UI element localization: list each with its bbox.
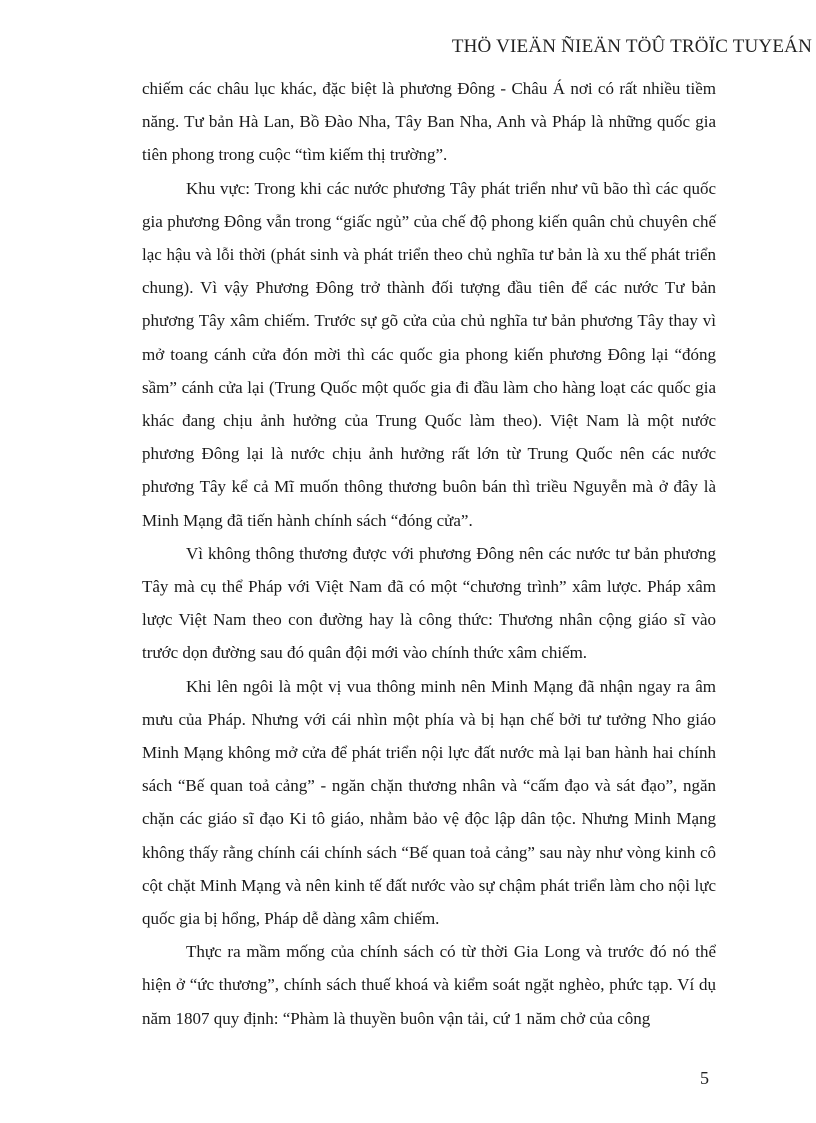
page-header: THÖ VIEÄN ÑIEÄN TÖÛ TRÖÏC TUYEÁN	[451, 36, 812, 57]
paragraph-4: Khi lên ngôi là một vị vua thông minh nên Minh Mạng đã nhận ngay ra âm mưu của Pháp. Nhưng với cái nhìn một phía và bị hạn chế bởi tư tưởng Nho giáo Minh Mạng không mở cửa để phát triển nội lực đất nước mà lại ban hành hai chính sách “Bế quan toả cảng” - ngăn chặn thương nhân và “cấm đạo và sát đạo”, ngăn chặn các giáo sĩ đạo Ki tô giáo, nhằm bảo vệ độc lập dân tộc. Nhưng Minh Mạng không thấy rằng chính cái chính sách “Bế quan toả cảng” sau này như vòng kinh cô cột chặt Minh Mạng và nên kinh tế đất nước vào sự chậm phát triển làm cho nội lực quốc gia bị hổng, Pháp dễ dàng xâm chiếm.	[142, 676, 716, 929]
paragraph-5: Thực ra mầm mống của chính sách có từ thời Gia Long và trước đó nó thể hiện ở “ức thương”, chính sách thuế khoá và kiểm soát ngặt nghèo, phức tạp. Ví dụ năm 1807 quy định: “Phàm là thuyền buôn vận tải, cứ 1 năm chở của công	[142, 942, 716, 1028]
page-number: 5	[700, 1068, 709, 1088]
paragraph-3: Vì không thông thương được với phương Đông nên các nước tư bản phương Tây mà cụ thể Pháp với Việt Nam đã có một “chương trình” xâm lược. Pháp xâm lược Việt Nam theo con đường hay là công thức: Thương nhân cộng giáo sĩ vào trước dọn đường sau đó quân đội mới vào chính thức xâm chiếm.	[142, 543, 716, 663]
paragraph-2: Khu vực: Trong khi các nước phương Tây phát triển như vũ bão thì các quốc gia phương Đông vẫn trong “giấc ngủ” của chế độ phong kiến quân chủ chuyên chế lạc hậu và lỗi thời (phát sinh và phát triển theo chủ nghĩa tư bản là xu thế phát triển chung). Vì vậy Phương Đông trở thành đối tượng đầu tiên để các nước Tư bản phương Tây xâm chiếm. Trước sự gõ cửa của chủ nghĩa tư bản phương Tây thay vì mở toang cánh cửa đón mời thì các quốc gia phong kiến phương Đông lại “đóng sầm” cánh cửa lại (Trung Quốc một quốc gia đi đầu làm cho hàng loạt các quốc gia khác đang chịu ảnh hưởng của Trung Quốc làm theo). Việt Nam là một nước phương Đông lại là nước chịu ảnh hưởng rất lớn từ Trung Quốc nên các nước phương Tây kể cả Mĩ muốn thông thương buôn bán thì triều Nguyễn mà ở đây là Minh Mạng đã tiến hành chính sách “đóng cửa”.	[142, 178, 716, 530]
paragraph-1: chiếm các châu lục khác, đặc biệt là phương Đông - Châu Á nơi có rất nhiều tiềm năng. Tư bản Hà Lan, Bồ Đào Nha, Tây Ban Nha, Anh và Pháp là những quốc gia tiên phong trong cuộc “tìm kiếm thị trường”.	[142, 79, 716, 165]
document-body	[142, 72, 716, 1035]
